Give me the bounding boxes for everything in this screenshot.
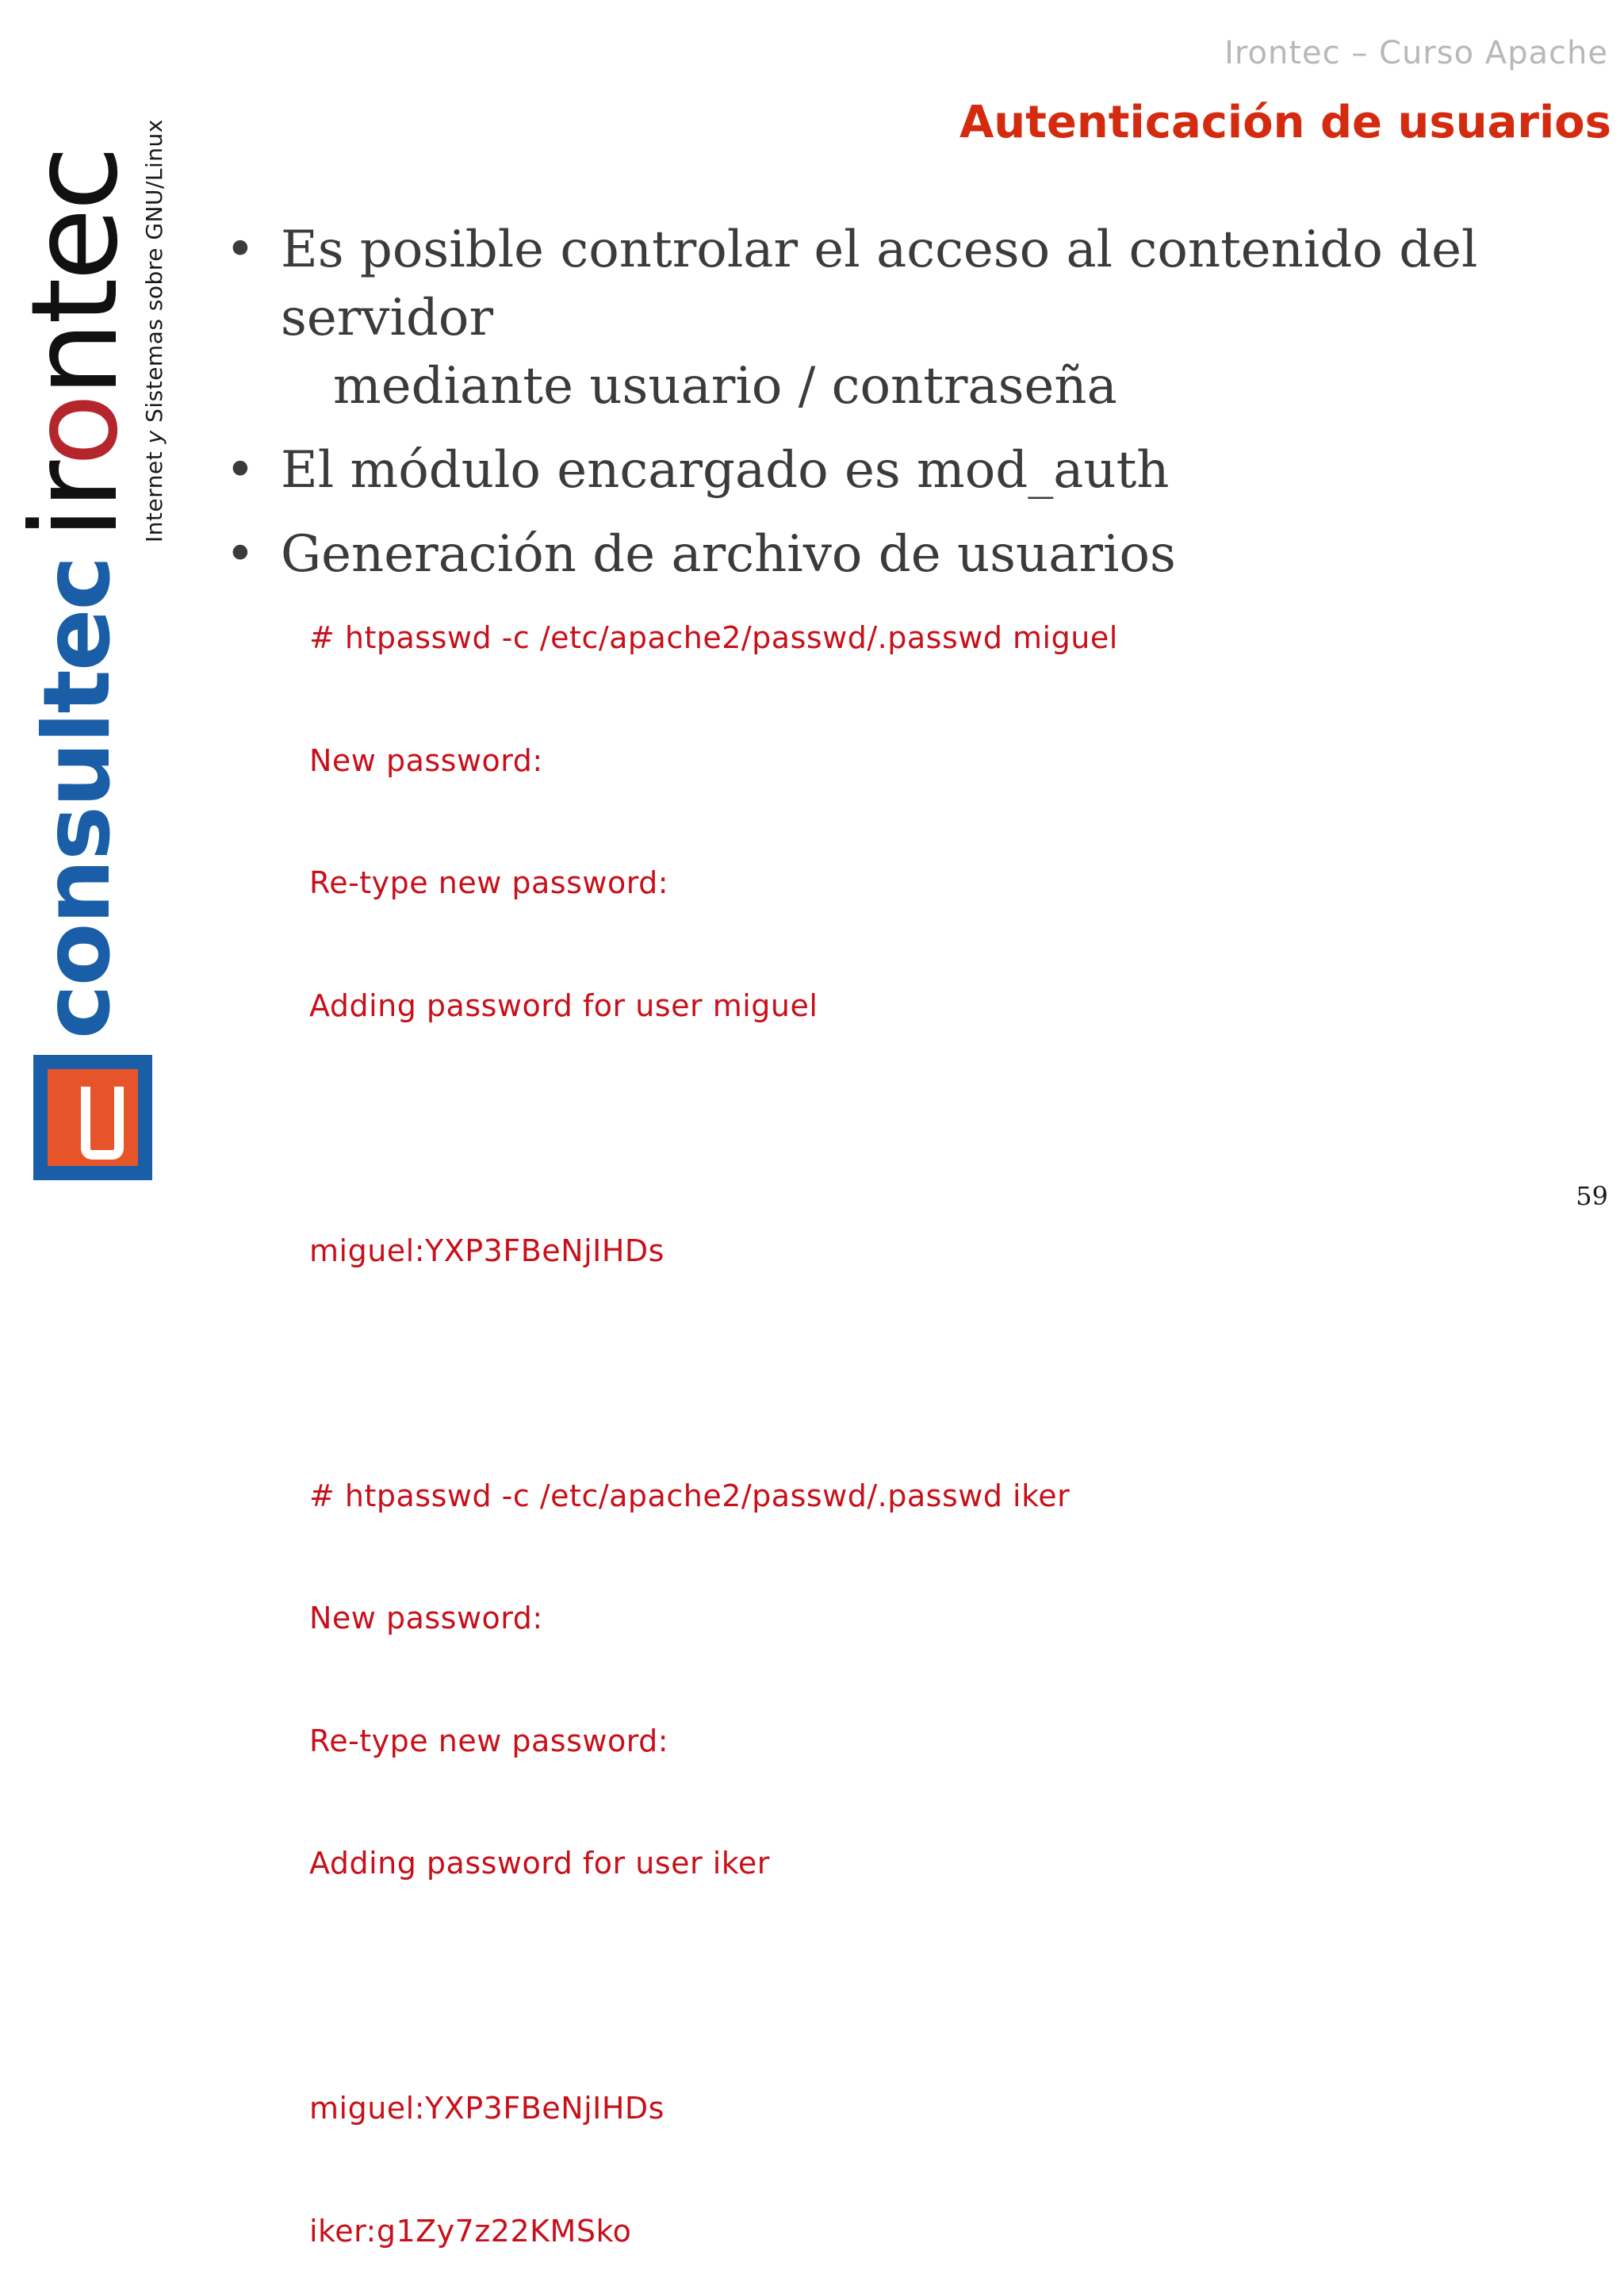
bullet-text: Generación de archivo de usuarios	[281, 525, 1176, 584]
terminal-line: Re-type new password:	[309, 865, 669, 900]
tagline-part-b: Sistemas sobre GNU/Linux	[141, 119, 167, 431]
terminal-line: iker:g1Zy7z22KMSko	[309, 2213, 632, 2249]
terminal-line: Adding password for user iker	[309, 1846, 770, 1881]
consultec-u-icon-inner	[48, 1069, 138, 1166]
bullet-item	[225, 216, 1605, 420]
consultec-logo: consultec	[24, 557, 131, 1039]
bullet-text: El módulo encargado es mod_auth	[281, 441, 1170, 500]
irontec-logo	[6, 148, 144, 539]
terminal-line: New password:	[309, 742, 543, 778]
terminal-line: Adding password for user miguel	[309, 987, 818, 1023]
page-number: 59	[1576, 1181, 1608, 1211]
terminal-line	[309, 1353, 1118, 1394]
bullet-item	[225, 436, 1605, 504]
terminal-line: New password:	[309, 1601, 543, 1635]
consultec-u-glyph	[81, 1087, 124, 1160]
terminal-line: # htpasswd -c /etc/apache2/passwd/.passwd miguel	[309, 620, 1118, 655]
bullet-dot: •	[225, 525, 255, 584]
irontec-logo-prefix: ir	[6, 466, 144, 539]
sidebar-logos	[0, 0, 167, 1217]
terminal-line: Re-type new password:	[309, 1723, 669, 1758]
terminal-line	[309, 1966, 1118, 2007]
irontec-tagline	[141, 119, 167, 543]
terminal-line: miguel:YXP3FBeNjIHDs	[309, 2091, 665, 2126]
bullet-dot: •	[225, 220, 255, 279]
course-title: Irontec – Curso Apache	[1224, 35, 1608, 71]
bullet-text-continued: mediante usuario / contraseña	[333, 357, 1117, 416]
terminal-line	[309, 1108, 1118, 1149]
terminal-line: # htpasswd -c /etc/apache2/passwd/.passwd iker	[309, 1478, 1071, 1513]
bullet-dot: •	[225, 441, 255, 500]
terminal-line: miguel:YXP3FBeNjIHDs	[309, 1233, 665, 1268]
irontec-logo-o: o	[6, 397, 144, 466]
terminal-output	[309, 536, 1118, 2293]
consultec-u-icon	[33, 1055, 152, 1180]
tagline-part-y: y	[141, 430, 167, 444]
irontec-logo-suffix: ntec	[6, 148, 144, 397]
bullet-text: Es posible controlar el acceso al contenido del servidor	[281, 220, 1478, 347]
slide-title: Autenticación de usuarios	[959, 97, 1611, 148]
tagline-part-a: Internet	[141, 443, 167, 543]
